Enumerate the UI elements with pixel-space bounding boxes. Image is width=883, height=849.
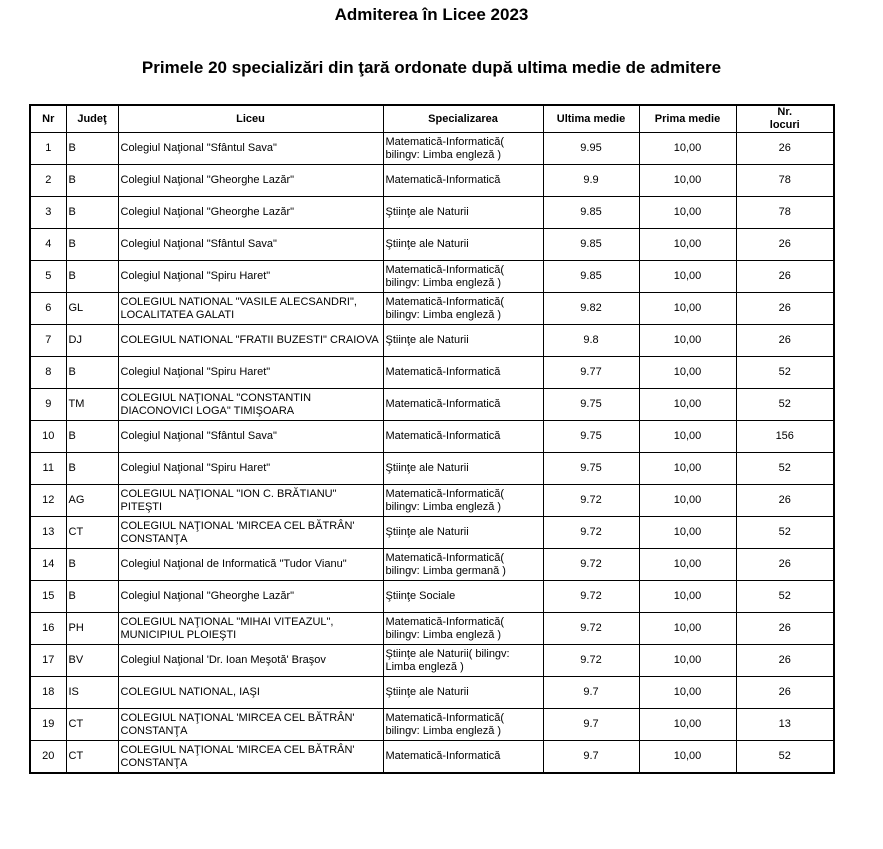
cell-judet: B (66, 453, 118, 485)
cell-prima-medie: 10,00 (639, 325, 736, 357)
page-subtitle: Primele 20 specializări din ţară ordonate după ultima medie de admitere (141, 58, 722, 77)
cell-nr-locuri: 26 (736, 293, 834, 325)
cell-prima-medie: 10,00 (639, 293, 736, 325)
cell-nr-locuri: 26 (736, 549, 834, 581)
cell-prima-medie: 10,00 (639, 517, 736, 549)
cell-judet: B (66, 197, 118, 229)
table-row (30, 197, 834, 229)
cell-liceu: Colegiul Naţional "Gheorghe Lazăr" (118, 581, 383, 613)
cell-judet: B (66, 261, 118, 293)
cell-ultima-medie: 9.75 (543, 389, 639, 421)
cell-nr: 11 (30, 453, 66, 485)
cell-ultima-medie: 9.72 (543, 581, 639, 613)
cell-ultima-medie: 9.9 (543, 165, 639, 197)
cell-nr: 19 (30, 709, 66, 741)
cell-judet: BV (66, 645, 118, 677)
cell-nr: 14 (30, 549, 66, 581)
cell-specializarea: Matematică-Informatică (383, 165, 543, 197)
cell-judet: AG (66, 485, 118, 517)
cell-nr: 6 (30, 293, 66, 325)
cell-liceu: Colegiul Naţional de Informatică "Tudor Vianu" (118, 549, 383, 581)
cell-nr: 10 (30, 421, 66, 453)
cell-prima-medie: 10,00 (639, 261, 736, 293)
cell-ultima-medie: 9.75 (543, 421, 639, 453)
cell-specializarea: Matematică-Informatică (383, 421, 543, 453)
table-row (30, 421, 834, 453)
cell-nr: 3 (30, 197, 66, 229)
table-header-row (30, 105, 834, 133)
cell-specializarea: Matematică-Informatică( bilingv: Limba engleză ) (383, 613, 543, 645)
cell-prima-medie: 10,00 (639, 197, 736, 229)
cell-nr-locuri: 26 (736, 261, 834, 293)
cell-prima-medie: 10,00 (639, 389, 736, 421)
table-row (30, 389, 834, 421)
cell-ultima-medie: 9.7 (543, 709, 639, 741)
admission-table (29, 104, 835, 774)
cell-nr-locuri: 156 (736, 421, 834, 453)
cell-ultima-medie: 9.75 (543, 453, 639, 485)
cell-judet: B (66, 133, 118, 165)
cell-ultima-medie: 9.95 (543, 133, 639, 165)
cell-liceu: Colegiul Naţional "Sfântul Sava" (118, 421, 383, 453)
table-row (30, 709, 834, 741)
cell-nr: 2 (30, 165, 66, 197)
cell-judet: B (66, 229, 118, 261)
header-nr: Nr (30, 105, 66, 133)
table-row (30, 133, 834, 165)
cell-ultima-medie: 9.85 (543, 261, 639, 293)
cell-specializarea: Matematică-Informatică( bilingv: Limba engleză ) (383, 133, 543, 165)
cell-nr-locuri: 52 (736, 453, 834, 485)
cell-ultima-medie: 9.8 (543, 325, 639, 357)
cell-specializarea: Matematică-Informatică( bilingv: Limba engleză ) (383, 293, 543, 325)
cell-prima-medie: 10,00 (639, 133, 736, 165)
cell-nr-locuri: 52 (736, 389, 834, 421)
cell-specializarea: Ştiinţe ale Naturii (383, 325, 543, 357)
cell-liceu: Colegiul Naţional 'Dr. Ioan Meşotă' Braşov (118, 645, 383, 677)
cell-ultima-medie: 9.72 (543, 549, 639, 581)
cell-ultima-medie: 9.72 (543, 645, 639, 677)
cell-prima-medie: 10,00 (639, 421, 736, 453)
table-body (30, 133, 834, 774)
cell-nr-locuri: 26 (736, 613, 834, 645)
cell-prima-medie: 10,00 (639, 741, 736, 774)
cell-nr: 18 (30, 677, 66, 709)
cell-nr: 9 (30, 389, 66, 421)
cell-judet: B (66, 165, 118, 197)
cell-judet: IS (66, 677, 118, 709)
cell-nr: 5 (30, 261, 66, 293)
cell-prima-medie: 10,00 (639, 357, 736, 389)
table-row (30, 549, 834, 581)
cell-nr: 17 (30, 645, 66, 677)
cell-prima-medie: 10,00 (639, 549, 736, 581)
cell-nr-locuri: 52 (736, 741, 834, 774)
cell-prima-medie: 10,00 (639, 645, 736, 677)
cell-liceu: Colegiul Naţional "Gheorghe Lazăr" (118, 197, 383, 229)
cell-judet: TM (66, 389, 118, 421)
cell-nr-locuri: 26 (736, 677, 834, 709)
cell-nr-locuri: 52 (736, 581, 834, 613)
cell-specializarea: Matematică-Informatică (383, 741, 543, 774)
cell-specializarea: Matematică-Informatică (383, 389, 543, 421)
cell-specializarea: Ştiinţe Sociale (383, 581, 543, 613)
cell-specializarea: Matematică-Informatică (383, 357, 543, 389)
cell-specializarea: Ştiinţe ale Naturii (383, 197, 543, 229)
cell-liceu: Colegiul Naţional "Sfântul Sava" (118, 133, 383, 165)
cell-liceu: Colegiul Naţional "Sfântul Sava" (118, 229, 383, 261)
cell-nr-locuri: 52 (736, 357, 834, 389)
cell-prima-medie: 10,00 (639, 229, 736, 261)
cell-liceu: Colegiul Naţional "Gheorghe Lazăr" (118, 165, 383, 197)
table-row (30, 293, 834, 325)
header-judet: Judeţ (66, 105, 118, 133)
cell-specializarea: Matematică-Informatică( bilingv: Limba engleză ) (383, 709, 543, 741)
cell-liceu: COLEGIUL NAŢIONAL "CONSTANTIN DIACONOVICI LOGA" TIMIŞOARA (118, 389, 383, 421)
cell-prima-medie: 10,00 (639, 709, 736, 741)
cell-ultima-medie: 9.72 (543, 613, 639, 645)
cell-liceu: COLEGIUL NATIONAL "FRATII BUZESTI" CRAIOVA (118, 325, 383, 357)
table-row (30, 261, 834, 293)
cell-judet: B (66, 357, 118, 389)
header-nr-locuri: Nr. locuri (736, 105, 834, 133)
cell-judet: CT (66, 741, 118, 774)
cell-nr: 1 (30, 133, 66, 165)
table-row (30, 453, 834, 485)
cell-nr: 16 (30, 613, 66, 645)
cell-nr: 12 (30, 485, 66, 517)
cell-liceu: COLEGIUL NAŢIONAL "ION C. BRĂTIANU" PITEŞTI (118, 485, 383, 517)
cell-liceu: COLEGIUL NAŢIONAL "MIHAI VITEAZUL", MUNICIPIUL PLOIEŞTI (118, 613, 383, 645)
page-title: Admiterea în Licee 2023 (334, 5, 529, 24)
table-row (30, 741, 834, 774)
cell-liceu: COLEGIUL NAŢIONAL 'MIRCEA CEL BĂTRÂN' CONSTANŢA (118, 517, 383, 549)
cell-liceu: COLEGIUL NAŢIONAL 'MIRCEA CEL BĂTRÂN' CONSTANŢA (118, 709, 383, 741)
table-row (30, 677, 834, 709)
cell-nr: 13 (30, 517, 66, 549)
cell-specializarea: Ştiinţe ale Naturii (383, 677, 543, 709)
cell-nr-locuri: 78 (736, 165, 834, 197)
cell-specializarea: Matematică-Informatică( bilingv: Limba engleză ) (383, 261, 543, 293)
cell-nr-locuri: 26 (736, 485, 834, 517)
cell-ultima-medie: 9.77 (543, 357, 639, 389)
cell-nr-locuri: 26 (736, 133, 834, 165)
cell-nr-locuri: 26 (736, 229, 834, 261)
cell-nr-locuri: 13 (736, 709, 834, 741)
table-row (30, 229, 834, 261)
table-row (30, 325, 834, 357)
header-specializarea: Specializarea (383, 105, 543, 133)
cell-judet: B (66, 421, 118, 453)
cell-specializarea: Ştiinţe ale Naturii (383, 453, 543, 485)
cell-liceu: COLEGIUL NAŢIONAL 'MIRCEA CEL BĂTRÂN' CONSTANŢA (118, 741, 383, 774)
table-row (30, 613, 834, 645)
header-liceu: Liceu (118, 105, 383, 133)
cell-nr-locuri: 26 (736, 325, 834, 357)
cell-specializarea: Matematică-Informatică( bilingv: Limba germană ) (383, 549, 543, 581)
cell-nr: 8 (30, 357, 66, 389)
table-row (30, 581, 834, 613)
cell-prima-medie: 10,00 (639, 581, 736, 613)
cell-specializarea: Ştiinţe ale Naturii( bilingv: Limba engleză ) (383, 645, 543, 677)
cell-prima-medie: 10,00 (639, 165, 736, 197)
cell-ultima-medie: 9.85 (543, 229, 639, 261)
header-prima-medie: Prima medie (639, 105, 736, 133)
cell-nr-locuri: 78 (736, 197, 834, 229)
cell-ultima-medie: 9.7 (543, 677, 639, 709)
cell-judet: B (66, 549, 118, 581)
cell-nr-locuri: 52 (736, 517, 834, 549)
table-row (30, 645, 834, 677)
cell-judet: GL (66, 293, 118, 325)
cell-nr: 20 (30, 741, 66, 774)
cell-liceu: Colegiul Naţional "Spiru Haret" (118, 453, 383, 485)
cell-prima-medie: 10,00 (639, 453, 736, 485)
cell-nr: 15 (30, 581, 66, 613)
cell-prima-medie: 10,00 (639, 613, 736, 645)
cell-ultima-medie: 9.72 (543, 517, 639, 549)
cell-liceu: Colegiul Naţional "Spiru Haret" (118, 261, 383, 293)
cell-specializarea: Matematică-Informatică( bilingv: Limba engleză ) (383, 485, 543, 517)
cell-liceu: COLEGIUL NATIONAL "VASILE ALECSANDRI", LOCALITATEA GALATI (118, 293, 383, 325)
cell-judet: DJ (66, 325, 118, 357)
cell-liceu: Colegiul Naţional "Spiru Haret" (118, 357, 383, 389)
cell-specializarea: Ştiinţe ale Naturii (383, 229, 543, 261)
cell-judet: CT (66, 517, 118, 549)
cell-judet: B (66, 581, 118, 613)
cell-liceu: COLEGIUL NATIONAL, IAŞI (118, 677, 383, 709)
cell-nr-locuri: 26 (736, 645, 834, 677)
table-row (30, 357, 834, 389)
cell-ultima-medie: 9.72 (543, 485, 639, 517)
table-row (30, 485, 834, 517)
table-row (30, 165, 834, 197)
cell-judet: CT (66, 709, 118, 741)
table-row (30, 517, 834, 549)
cell-prima-medie: 10,00 (639, 485, 736, 517)
header-ultima-medie: Ultima medie (543, 105, 639, 133)
cell-judet: PH (66, 613, 118, 645)
cell-ultima-medie: 9.82 (543, 293, 639, 325)
cell-nr: 4 (30, 229, 66, 261)
cell-specializarea: Ştiinţe ale Naturii (383, 517, 543, 549)
cell-nr: 7 (30, 325, 66, 357)
cell-ultima-medie: 9.85 (543, 197, 639, 229)
cell-prima-medie: 10,00 (639, 677, 736, 709)
cell-ultima-medie: 9.7 (543, 741, 639, 774)
